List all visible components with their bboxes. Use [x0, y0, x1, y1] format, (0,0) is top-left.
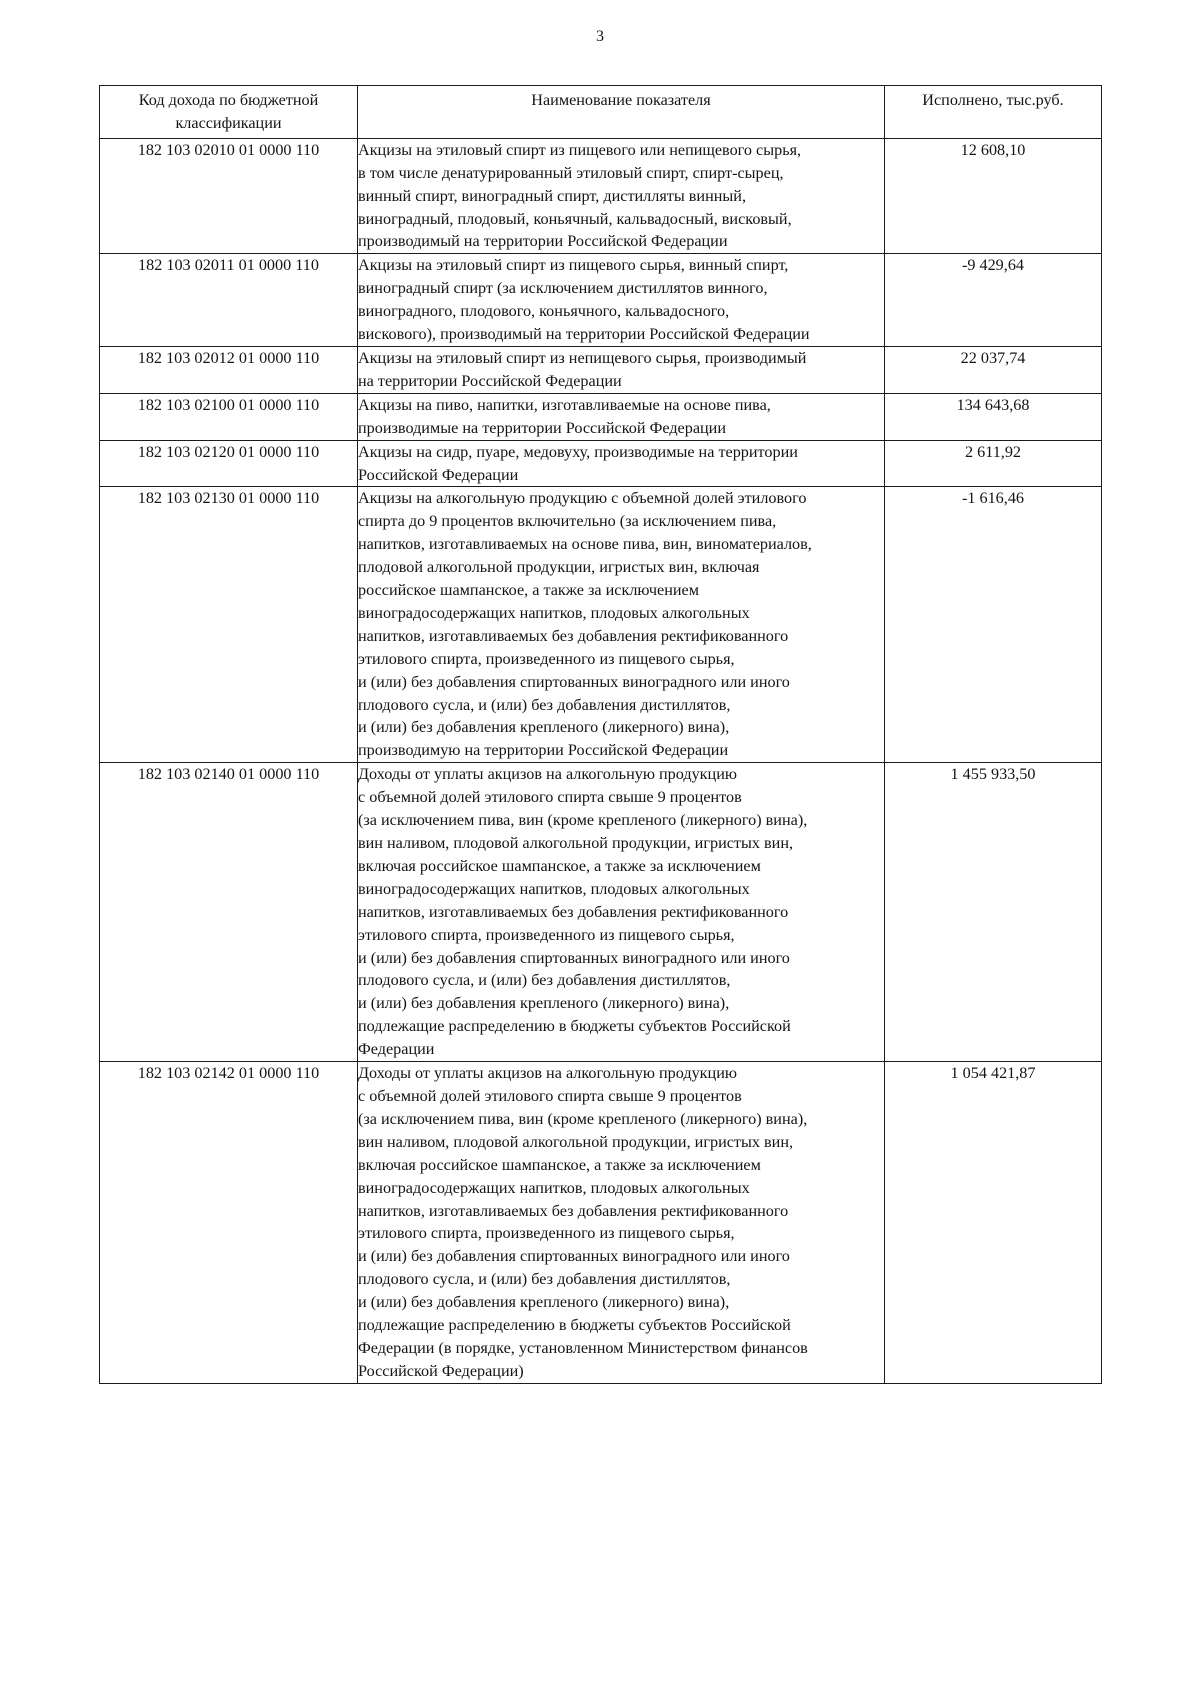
indicator-name-line: Акцизы на алкогольную продукцию с объемной долей этилового — [358, 489, 807, 508]
indicator-name-line: и (или) без добавления крепленого (ликерного) вина), — [358, 994, 730, 1013]
indicator-name-line: и (или) без добавления крепленого (ликерного) вина), — [358, 718, 730, 737]
indicator-name-line: Акцизы на этиловый спирт из пищевого сырья, винный спирт, — [358, 256, 789, 275]
executed-amount: 12 608,10 — [885, 138, 1102, 254]
indicator-name — [358, 763, 885, 1062]
indicator-name-line: Российской Федерации — [358, 465, 519, 484]
table-row — [100, 440, 1102, 487]
indicator-name-line: с объемной долей этилового спирта свыше 9 процентов — [358, 1086, 742, 1105]
indicator-name-line: производимый на территории Российской Федерации — [358, 232, 728, 251]
table-row — [100, 254, 1102, 347]
executed-amount: -9 429,64 — [885, 254, 1102, 347]
executed-amount: 1 455 933,50 — [885, 763, 1102, 1062]
indicator-name-line: производимые на территории Российской Федерации — [358, 418, 727, 437]
header-name: Наименование показателя — [358, 86, 885, 139]
indicator-name-line: вискового), производимый на территории Российской Федерации — [358, 325, 810, 344]
header-amount: Исполнено, тыс.руб. — [885, 86, 1102, 139]
indicator-name-line: виноградного, плодового, коньячного, кальвадосного, — [358, 302, 730, 321]
revenue-code: 182 103 02012 01 0000 110 — [100, 346, 358, 393]
indicator-name-line: Доходы от уплаты акцизов на алкогольную продукцию — [358, 765, 737, 784]
revenue-code: 182 103 02100 01 0000 110 — [100, 393, 358, 440]
table-body — [100, 138, 1102, 1383]
indicator-name-line: в том числе денатурированный этиловый спирт, спирт-сырец, — [358, 163, 784, 182]
indicator-name-line: виноградный спирт (за исключением дистиллятов винного, — [358, 279, 768, 298]
executed-amount: -1 616,46 — [885, 487, 1102, 763]
indicator-name-line: включая российское шампанское, а также за исключением — [358, 1155, 761, 1174]
table-row — [100, 487, 1102, 763]
indicator-name-line: подлежащие распределению в бюджеты субъектов Российской — [358, 1316, 791, 1335]
revenue-code: 182 103 02130 01 0000 110 — [100, 487, 358, 763]
indicator-name-line: виноградосодержащих напитков, плодовых алкогольных — [358, 879, 750, 898]
indicator-name-line: Федерации (в порядке, установленном Министерством финансов — [358, 1338, 808, 1357]
indicator-name-line: с объемной долей этилового спирта свыше 9 процентов — [358, 788, 742, 807]
indicator-name-line: Федерации — [358, 1040, 435, 1059]
indicator-name-line: напитков, изготавливаемых без добавления ректификованного — [358, 1201, 789, 1220]
indicator-name — [358, 138, 885, 254]
indicator-name-line: этилового спирта, произведенного из пищевого сырья, — [358, 925, 735, 944]
revenue-table — [99, 85, 1102, 1384]
indicator-name-line: этилового спирта, произведенного из пищевого сырья, — [358, 1224, 735, 1243]
executed-amount: 2 611,92 — [885, 440, 1102, 487]
indicator-name-line: плодовой алкогольной продукции, игристых вин, включая — [358, 558, 760, 577]
indicator-name-line: этилового спирта, произведенного из пищевого сырья, — [358, 649, 735, 668]
indicator-name-line: Акцизы на этиловый спирт из непищевого сырья, производимый — [358, 348, 807, 367]
table-row — [100, 138, 1102, 254]
revenue-code: 182 103 02140 01 0000 110 — [100, 763, 358, 1062]
indicator-name-line: Российской Федерации) — [358, 1361, 524, 1380]
indicator-name-line: Акцизы на этиловый спирт из пищевого или непищевого сырья, — [358, 140, 802, 159]
indicator-name-line: и (или) без добавления спиртованных виноградного или иного — [358, 948, 790, 967]
indicator-name-line: напитков, изготавливаемых на основе пива, вин, виноматериалов, — [358, 535, 812, 554]
indicator-name-line: спирта до 9 процентов включительно (за исключением пива, — [358, 512, 777, 531]
indicator-name — [358, 487, 885, 763]
indicator-name-line: и (или) без добавления спиртованных виноградного или иного — [358, 1247, 790, 1266]
indicator-name-line: и (или) без добавления спиртованных виноградного или иного — [358, 672, 790, 691]
indicator-name-line: подлежащие распределению в бюджеты субъектов Российской — [358, 1017, 791, 1036]
indicator-name-line: виноградный, плодовый, коньячный, кальвадосный, висковый, — [358, 209, 792, 228]
revenue-code: 182 103 02120 01 0000 110 — [100, 440, 358, 487]
indicator-name-line: плодового сусла, и (или) без добавления дистиллятов, — [358, 971, 731, 990]
indicator-name-line: напитков, изготавливаемых без добавления ректификованного — [358, 626, 789, 645]
indicator-name-line: напитков, изготавливаемых без добавления ректификованного — [358, 902, 789, 921]
executed-amount: 134 643,68 — [885, 393, 1102, 440]
indicator-name-line: вин наливом, плодовой алкогольной продукции, игристых вин, — [358, 834, 794, 852]
indicator-name-line: (за исключением пива, вин (кроме крепленого (ликерного) вина), — [358, 1109, 808, 1128]
header-code-line-1: Код дохода по бюджетной — [138, 91, 319, 109]
table-row — [100, 1062, 1102, 1384]
indicator-name-line: включая российское шампанское, а также за исключением — [358, 856, 761, 875]
indicator-name-line: и (или) без добавления крепленого (ликерного) вина), — [358, 1293, 730, 1312]
indicator-name — [358, 346, 885, 393]
indicator-name-line: (за исключением пива, вин (кроме крепленого (ликерного) вина), — [358, 811, 808, 830]
indicator-name-line: на территории Российской Федерации — [358, 371, 622, 390]
indicator-name-line: вин наливом, плодовой алкогольной продукции, игристых вин, — [358, 1132, 794, 1151]
indicator-name-line: российское шампанское, а также за исключением — [358, 581, 699, 600]
indicator-name-line: Акцизы на пиво, напитки, изготавливаемые на основе пива, — [358, 395, 771, 414]
header-code-line-2: классификации — [175, 113, 282, 132]
revenue-code: 182 103 02010 01 0000 110 — [100, 138, 358, 254]
indicator-name-line: винный спирт, виноградный спирт, дистилляты винный, — [358, 186, 746, 205]
table-row — [100, 763, 1102, 1062]
indicator-name-line: производимую на территории Российской Федерации — [358, 741, 729, 760]
indicator-name-line: Доходы от уплаты акцизов на алкогольную продукцию — [358, 1064, 737, 1083]
indicator-name-line: Акцизы на сидр, пуаре, медовуху, производимые на территории — [358, 442, 798, 461]
indicator-name-line: плодового сусла, и (или) без добавления дистиллятов, — [358, 695, 731, 714]
indicator-name — [358, 254, 885, 347]
indicator-name — [358, 440, 885, 487]
indicator-name-line: виноградосодержащих напитков, плодовых алкогольных — [358, 603, 750, 622]
indicator-name — [358, 393, 885, 440]
executed-amount: 1 054 421,87 — [885, 1062, 1102, 1384]
table-row — [100, 346, 1102, 393]
indicator-name — [358, 1062, 885, 1384]
indicator-name-line: плодового сусла, и (или) без добавления дистиллятов, — [358, 1270, 731, 1289]
header-code — [100, 86, 358, 139]
executed-amount: 22 037,74 — [885, 346, 1102, 393]
indicator-name-line: виноградосодержащих напитков, плодовых алкогольных — [358, 1178, 750, 1197]
table-row — [100, 393, 1102, 440]
revenue-code: 182 103 02011 01 0000 110 — [100, 254, 358, 347]
table-header-row — [100, 86, 1102, 139]
page-number: 3 — [596, 28, 604, 45]
revenue-code: 182 103 02142 01 0000 110 — [100, 1062, 358, 1384]
